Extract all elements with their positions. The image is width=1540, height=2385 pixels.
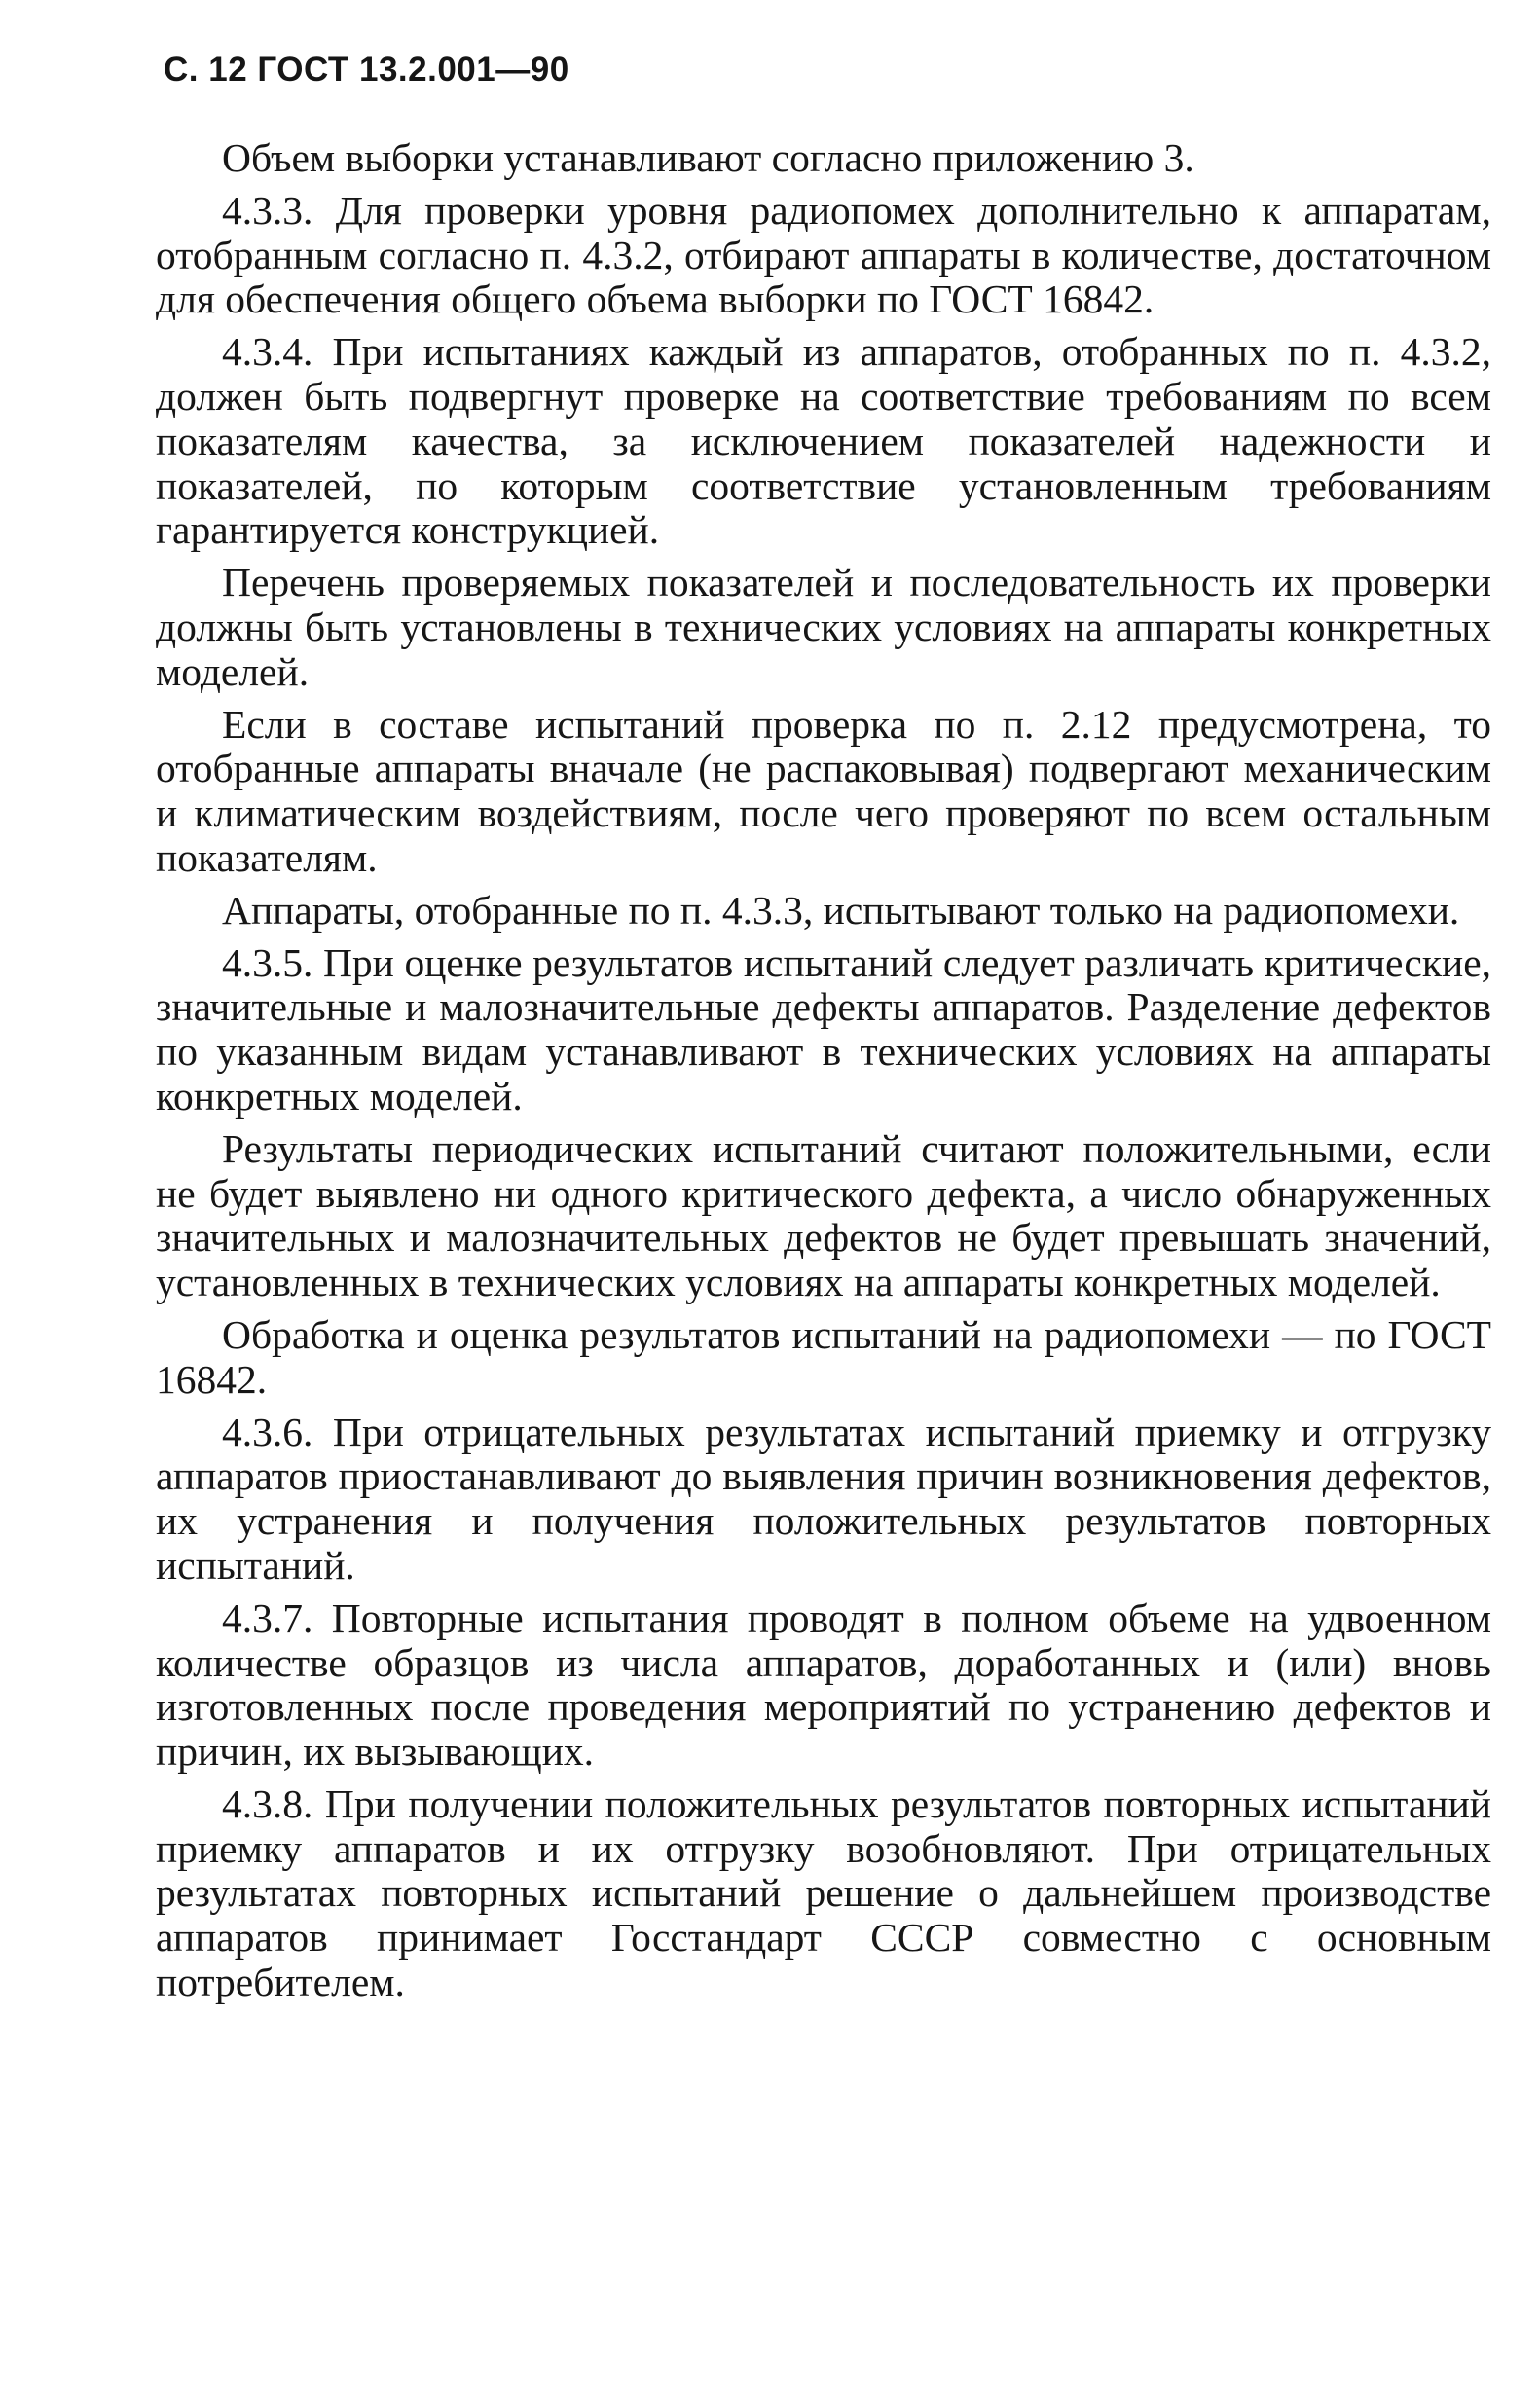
paragraph-test-order: Если в составе испытаний проверка по п. 2.12 предусмотрена, то отобранные аппараты вначале (не распаковывая) подвергают механическим и климатическим воздействиям, после чего проверяют по всем остальным показателям. (156, 701, 1491, 880)
paragraph-4-3-5: 4.3.5. При оценке результатов испытаний следует различать критические, значительные и малозначительные дефекты аппаратов. Разделение дефектов по указанным видам устанавливают в технических условиях на аппараты конкретных моделей. (156, 939, 1491, 1119)
paragraph-4-3-7: 4.3.7. Повторные испытания проводят в полном объеме на удвоенном количестве образцов из числа аппаратов, доработанных и (или) вновь изготовленных после проведения мероприятий по устранению дефектов и причин, их вызывающих. (156, 1595, 1491, 1775)
paragraph-radio-processing: Обработка и оценка результатов испытаний на радиопомехи — по ГОСТ 16842. (156, 1311, 1491, 1402)
paragraph-radio-interference-only: Аппараты, отобранные по п. 4.3.3, испытывают только на радиопомехи. (222, 887, 1460, 933)
paragraph-indicator-list: Перечень проверяемых показателей и последовательность их проверки должны быть установлены в технических условиях на аппараты конкретных моделей. (156, 560, 1491, 694)
paragraph-4-3-4: 4.3.4. При испытаниях каждый из аппаратов, отобранных по п. 4.3.2, должен быть подвергнут проверке на соответствие требованиям по всем показателям качества, за исключением показателей надежности и показателей, по которым соответствие установленным требованиям гарантируется конструкцией. (156, 329, 1491, 553)
paragraph-sample-size: Объем выборки устанавливают согласно приложению 3. (222, 135, 1194, 180)
paragraph-periodic-results: Результаты периодических испытаний считают положительными, если не будет выявлено ни одного критического дефекта, а число обнаруженных значительных и малозначительных дефектов не будет превышать значений, установленных в технических условиях на аппараты конкретных моделей. (156, 1125, 1491, 1305)
paragraph-4-3-8: 4.3.8. При получении положительных результатов повторных испытаний приемку аппаратов и их отгрузку возобновляют. При отрицательных результатах повторных испытаний решение о дальнейшем производстве аппаратов принимает Госстандарт СССР совместно с основным потребителем. (156, 1780, 1491, 2005)
paragraph-4-3-6: 4.3.6. При отрицательных результатах испытаний приемку и отгрузку аппаратов приостанавливают до выявления причин возникновения дефектов, их устранения и получения положительных результатов повторных испытаний. (156, 1409, 1491, 1588)
paragraph-4-3-3: 4.3.3. Для проверки уровня радиопомех дополнительно к аппаратам, отобранным согласно п. 4.3.2, отбирают аппараты в количестве, достаточном для обеспечения общего объема выборки по ГОСТ 16842. (156, 187, 1491, 322)
page-header: С. 12 ГОСТ 13.2.001—90 (164, 51, 569, 89)
document-body (156, 136, 1491, 2005)
